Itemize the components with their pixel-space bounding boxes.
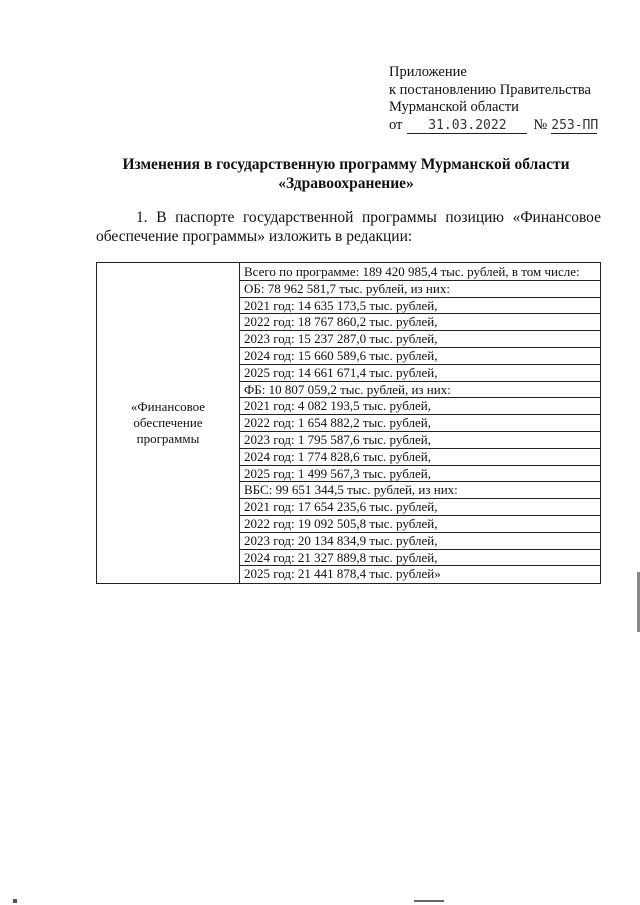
appendix-date-number-line <box>389 117 597 135</box>
appendix-region: Мурманской области <box>389 99 519 115</box>
financing-row: 2024 год: 15 660 589,6 тыс. рублей, <box>240 348 600 365</box>
financing-row: 2023 год: 20 134 834,9 тыс. рублей, <box>240 533 600 550</box>
scan-dot-mark <box>13 899 17 903</box>
number-field: 253-ПП <box>551 118 599 133</box>
label-line-2: обеспечение <box>133 415 203 431</box>
financing-values-cell <box>240 263 601 584</box>
financing-label-cell <box>97 263 240 584</box>
financing-row: ОБ: 78 962 581,7 тыс. рублей, из них: <box>240 281 600 298</box>
financing-row: 2023 год: 1 795 587,6 тыс. рублей, <box>240 432 600 449</box>
label-line-1: «Финансовое <box>130 399 206 415</box>
financing-row: 2025 год: 21 441 878,4 тыс. рублей» <box>244 566 441 582</box>
financing-row: 2021 год: 14 635 173,5 тыс. рублей, <box>240 298 600 315</box>
financing-row: 2025 год: 14 661 671,4 тыс. рублей, <box>240 365 600 382</box>
title-line-1: Изменения в государственную программу Мурманской области <box>122 156 570 173</box>
financing-row: 2021 год: 17 654 235,6 тыс. рублей, <box>240 499 600 516</box>
label-line-3: программы <box>136 431 200 447</box>
financing-row: 2021 год: 4 082 193,5 тыс. рублей, <box>240 398 600 415</box>
date-field: 31.03.2022 <box>407 118 527 134</box>
appendix-resolution-ref: к постановлению Правительства <box>389 81 591 98</box>
appendix-block <box>389 64 597 134</box>
financing-row: 2022 год: 18 767 860,2 тыс. рублей, <box>240 314 600 331</box>
title-line-2: «Здравоохранение» <box>278 175 414 192</box>
financing-table <box>96 262 601 584</box>
financing-row: ВБС: 99 651 344,5 тыс. рублей, из них: <box>240 482 600 499</box>
paragraph-1: 1. В паспорте государственной программы позицию «Финансовое обеспечение программы» изложить в редакции: <box>96 209 601 245</box>
financing-row: 2025 год: 1 499 567,3 тыс. рублей, <box>240 466 600 483</box>
financing-row: 2024 год: 21 327 889,8 тыс. рублей, <box>240 550 600 567</box>
financing-row: 2022 год: 1 654 882,2 тыс. рублей, <box>240 415 600 432</box>
financing-row: Всего по программе: 189 420 985,4 тыс. рублей, в том числе: <box>240 264 600 281</box>
financing-row: 2022 год: 19 092 505,8 тыс. рублей, <box>240 516 600 533</box>
financing-row: 2024 год: 1 774 828,6 тыс. рублей, <box>240 449 600 466</box>
number-sign: № <box>533 116 548 133</box>
date-prefix: от <box>389 116 403 133</box>
financing-row: ФБ: 10 807 059,2 тыс. рублей, из них: <box>240 382 600 399</box>
scan-bottom-mark <box>414 900 444 902</box>
document-title <box>96 155 596 193</box>
financing-row: 2023 год: 15 237 287,0 тыс. рублей, <box>240 331 600 348</box>
appendix-title: Приложение <box>389 64 467 80</box>
